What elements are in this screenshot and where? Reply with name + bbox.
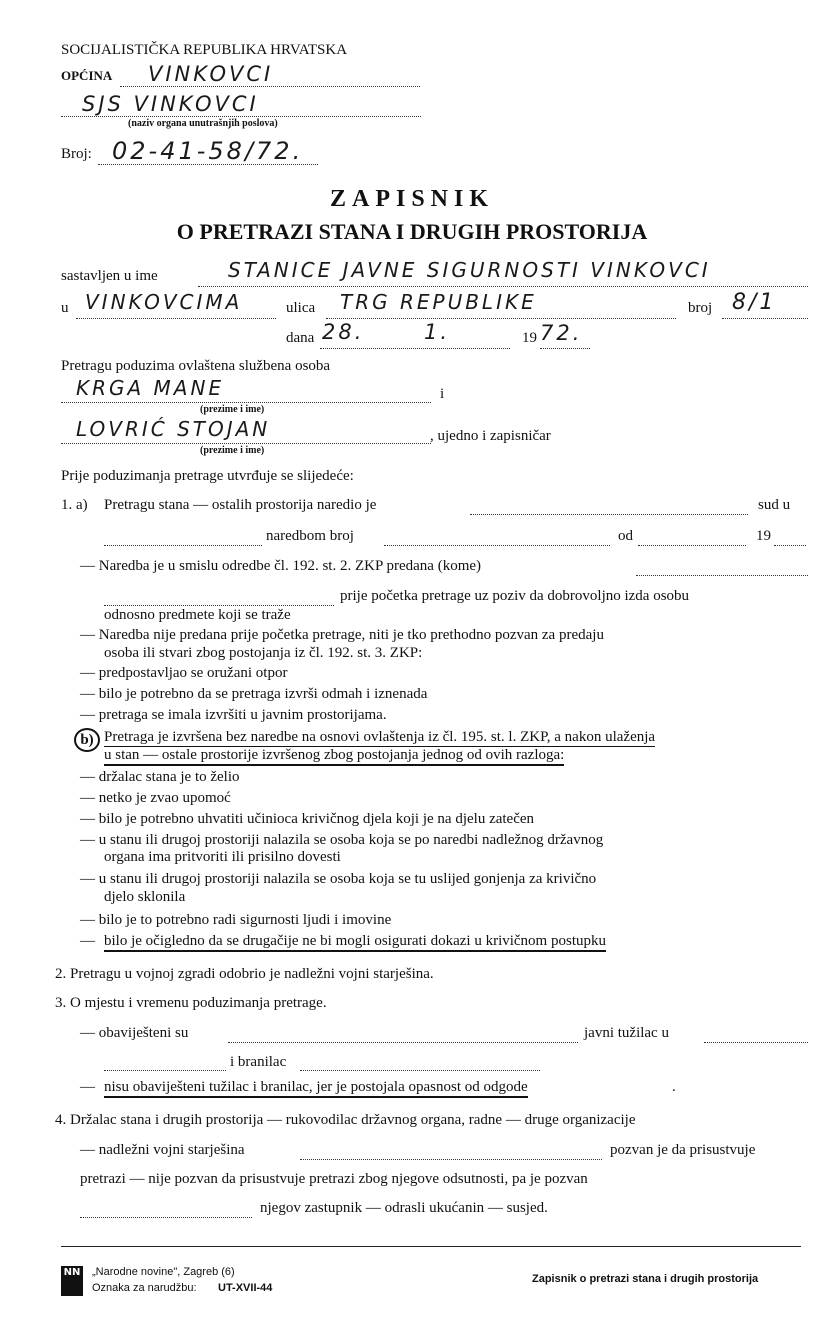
organ-caption: (naziv organa unutrašnjih poslova) [128, 118, 278, 129]
u-line [76, 318, 276, 319]
s1-naredba2b: osoba ili stvari zbog postojanja iz čl. 192. st. 3. ZKP: [104, 645, 423, 661]
s1-prije-line [104, 605, 334, 606]
s1-b-reason3: — bilo je potrebno uhvatiti učinioca krivičnog djela koji je na djelu zatečen [80, 811, 535, 827]
before-text: Prije poduzimanja pretrage utvrđuje se slijedeće: [61, 468, 354, 484]
section4-line2a: — nadležni vojni starješina [80, 1142, 245, 1158]
broj-label-2: broj [688, 300, 713, 316]
s1-reason2: — bilo je potrebno da se pretraga izvrši odmah i iznenada [80, 686, 428, 702]
s1-reason1: — predpostavljao se oružani otpor [80, 665, 288, 681]
s1-naredba2a: — Naredba nije predana prije početka pretrage, niti je tko prethodno pozvan za predaju [80, 627, 604, 643]
broj-value: 02-41-58/72. [112, 137, 304, 165]
s1-b-reason7-dash: — [80, 933, 95, 949]
broj-value-2: 8/1 [732, 290, 777, 315]
broj-line-2 [722, 318, 808, 319]
section4-line4: njegov zastupnik — odrasli ukućanin — susjed. [260, 1200, 548, 1216]
footer-order-label: Oznaka za narudžbu: [92, 1282, 197, 1294]
section3-obav: — obaviješteni su [80, 1025, 189, 1041]
organ-value: SJS VINKOVCI [82, 92, 259, 116]
publisher-logo-text: NN [63, 1267, 81, 1278]
s1-b-reason5a: — u stanu ili drugoj prostoriji nalazila se osoba koja se tu uslijed gonjenja za krivično [80, 871, 597, 887]
year-suffix: 72. [540, 321, 583, 345]
section4-line2-dots [300, 1159, 602, 1160]
s1-b-reason7: bilo je očigledno da se drugačije ne bi mogli osigurati dokazi u krivičnom postupku [104, 933, 606, 952]
person2-caption: (prezime i ime) [200, 445, 265, 456]
s1-a-text: Pretragu stana — ostalih prostorija naredio je [104, 497, 377, 513]
officials-heading: Pretragu poduzima ovlaštena službena osoba [61, 358, 331, 374]
s1-naredba1-line [636, 575, 808, 576]
s1-b-circled: b) [74, 728, 100, 752]
s1-a-prefix: 1. a) [61, 497, 88, 513]
s1-sud: sud u [758, 497, 791, 513]
opcina-label: OPĆINA [61, 68, 113, 83]
person1-line [61, 402, 431, 403]
section3-branilac: i branilac [230, 1054, 287, 1070]
s1-od: od [618, 528, 633, 544]
section2-text: 2. Pretragu u vojnoj zgradi odobrio je nadležni vojni starješina. [55, 966, 434, 982]
year-prefix: 19 [522, 330, 537, 346]
s1-odnosno: odnosno predmete koji se traže [104, 607, 291, 623]
s1-b-line2: u stan — ostale prostorije izvršenog zbog postojanja jednog od ovih razloga: [104, 747, 564, 766]
year-line [540, 348, 590, 349]
dana-day: 28. [322, 320, 365, 344]
s1-b-reason2: — netko je zvao upomoć [80, 790, 231, 806]
u-value: VINKOVCIMA [85, 290, 243, 314]
footer-order-code: UT-XVII-44 [218, 1282, 273, 1294]
section4-line2b: pozvan je da prisustvuje [610, 1142, 756, 1158]
s1-b-reason4a: — u stanu ili drugoj prostoriji nalazila se osoba koja se po naredbi nadležnog državnog [80, 832, 604, 848]
opcina-value: VINKOVCI [148, 62, 274, 86]
s1-b-reason5b: djelo sklonila [104, 889, 186, 905]
s1-naredbom-line-a [104, 545, 262, 546]
s1-b-reason6: — bilo je to potrebno radi sigurnosti ljudi i imovine [80, 912, 392, 928]
s1-year-line [774, 545, 806, 546]
u-label: u [61, 300, 69, 316]
footer-form-title: Zapisnik o pretrazi stana i drugih prostorija [532, 1273, 759, 1285]
ulica-line [326, 318, 676, 319]
section3-branilac-line-a [104, 1070, 226, 1071]
dana-label: dana [286, 330, 315, 346]
person1-caption: (prezime i ime) [200, 404, 265, 415]
s1-naredba1: — Naredba je u smislu odredbe čl. 192. st. 2. ZKP predana (kome) [80, 558, 482, 574]
ulica-label: ulica [286, 300, 316, 316]
document-subtitle: O PRETRAZI STANA I DRUGIH PROSTORIJA [176, 219, 648, 244]
s1-nineteen: 19 [756, 528, 771, 544]
sastavljen-label: sastavljen u ime [61, 268, 158, 284]
ulica-value: TRG REPUBLIKE [340, 290, 537, 314]
section3-obav-line [228, 1042, 578, 1043]
person2-value: LOVRIĆ STOJAN [76, 417, 271, 441]
section3-nisu-dash: — [80, 1079, 95, 1095]
section3-heading: 3. O mjestu i vremenu poduzimanja pretrage. [55, 995, 327, 1011]
person2-role: , ujedno i zapisničar [430, 428, 551, 444]
document-title: ZAPISNIK [329, 186, 495, 212]
sastavljen-value: STANICE JAVNE SIGURNOSTI VINKOVCI [228, 258, 711, 282]
person1-value: KRGA MANE [76, 376, 225, 400]
person2-line [61, 443, 431, 444]
and-label: i [440, 386, 445, 402]
s1-naredbom-line-b [384, 545, 610, 546]
section4-line1: 4. Držalac stana i drugih prostorija — rukovodilac državnog organa, radne — druge organizacije [55, 1112, 636, 1128]
s1-b-reason4b: organa ima pritvoriti ili prisilno dovesti [104, 849, 341, 865]
section4-line3: pretrazi — nije pozvan da prisustvuje pretrazi zbog njegove odsutnosti, pa je pozvan [80, 1171, 588, 1187]
section3-javni: javni tužilac u [584, 1025, 669, 1041]
broj-label: Broj: [61, 146, 92, 162]
sastavljen-line [198, 286, 808, 287]
s1-b-reason1: — držalac stana je to želio [80, 769, 240, 785]
s1-reason3: — pretraga se imala izvršiti u javnim prostorijama. [80, 707, 387, 723]
s1-b-line1: Pretraga je izvršena bez naredbe na osnovi ovlaštenja iz čl. 195. st. l. ZKP, a nakon ulaženja [104, 729, 656, 745]
section3-javni-line [704, 1042, 808, 1043]
dana-month: 1. [424, 320, 451, 344]
s1-od-line [638, 545, 746, 546]
footer-rule [61, 1246, 801, 1247]
publisher-logo [61, 1266, 83, 1296]
section4-line4-dots [80, 1217, 252, 1218]
section3-nisu: nisu obaviješteni tužilac i branilac, jer je postojala opasnost od odgode [104, 1079, 528, 1098]
s1-prije: prije početka pretrage uz poziv da dobrovoljno izda osobu [340, 588, 690, 604]
opcina-line [120, 86, 420, 87]
organ-line [61, 116, 421, 117]
dana-line [320, 348, 510, 349]
s1-naredbom: naredbom broj [266, 528, 354, 544]
s1-a-line [470, 514, 748, 515]
section3-branilac-line-b [300, 1070, 540, 1071]
footer-publisher: „Narodne novine", Zagreb (6) [92, 1266, 235, 1278]
section3-nisu-end: . [672, 1079, 676, 1095]
republic-heading: SOCIJALISTIČKA REPUBLIKA HRVATSKA [61, 42, 348, 58]
